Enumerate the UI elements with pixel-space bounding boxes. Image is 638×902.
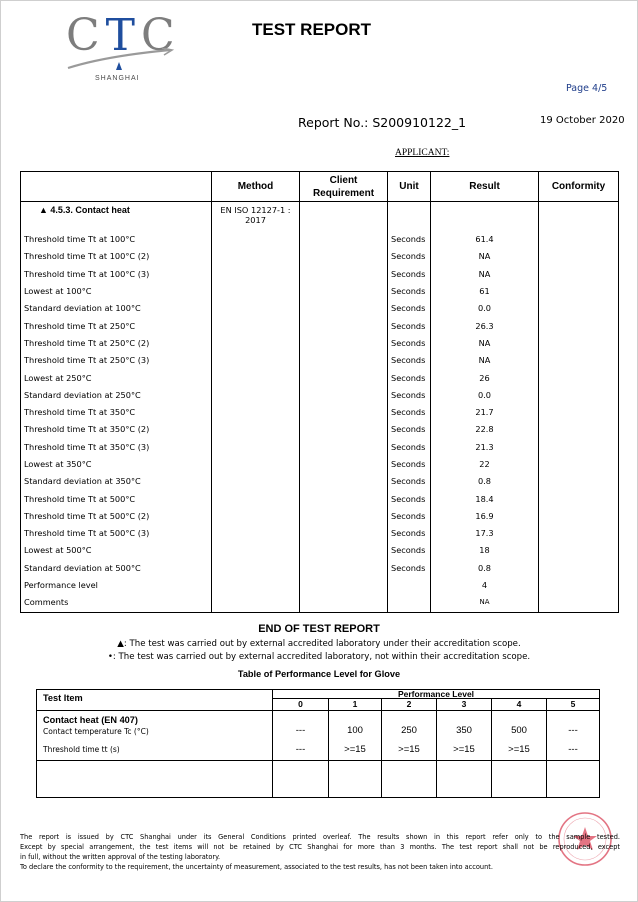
row-conformity — [539, 473, 619, 490]
section-row — [21, 202, 619, 232]
row-client-requirement — [300, 248, 388, 265]
result-row — [21, 577, 619, 594]
non-accredited-note: •: The test was carried out by external accredited laboratory, not within their accreditation scope. — [107, 652, 531, 662]
col-header-unit: Unit — [388, 172, 431, 202]
report-title: TEST REPORT — [252, 20, 372, 39]
footer-line-3: in full, without the written approval of the testing laboratory. — [20, 853, 221, 861]
row-client-requirement — [300, 266, 388, 283]
empty-cell — [37, 761, 273, 798]
row-client-requirement — [300, 439, 388, 456]
row-unit — [388, 577, 431, 594]
empty-cell — [273, 761, 329, 798]
row-item: Threshold time Tt at 250°C — [21, 317, 212, 334]
row-client-requirement — [300, 473, 388, 490]
row-result: 61.4 — [431, 231, 539, 248]
row-item: Standard deviation at 100°C — [21, 300, 212, 317]
report-footer — [20, 832, 620, 872]
level-5-temp: --- — [568, 724, 578, 736]
result-row — [21, 421, 619, 438]
row-conformity — [539, 266, 619, 283]
level-1-temp: 100 — [347, 724, 363, 736]
row-client-requirement — [300, 387, 388, 404]
row-result: NA — [431, 266, 539, 283]
row-client-requirement — [300, 490, 388, 507]
row-client-requirement — [300, 283, 388, 300]
level-2-header: 2 — [382, 699, 437, 711]
row-method — [212, 560, 300, 577]
row-result: 17.3 — [431, 525, 539, 542]
level-1-values — [329, 711, 382, 761]
row-conformity — [539, 317, 619, 334]
row-client-requirement — [300, 300, 388, 317]
end-of-report-title: END OF TEST REPORT — [258, 623, 380, 635]
row-item: Threshold time Tt at 500°C — [21, 490, 212, 507]
row-item: Threshold time Tt at 350°C (3) — [21, 439, 212, 456]
row-method — [212, 525, 300, 542]
row-result: 26.3 — [431, 317, 539, 334]
row-item: Threshold time Tt at 250°C (3) — [21, 352, 212, 369]
level-0-temp: --- — [295, 724, 306, 736]
row-result: NA — [431, 248, 539, 265]
threshold-time-label: Threshold time tt (s) — [43, 745, 120, 754]
level-0-header: 0 — [273, 699, 329, 711]
row-conformity — [539, 231, 619, 248]
result-row — [21, 594, 619, 612]
level-0-time: --- — [295, 743, 306, 755]
row-item: Performance level — [21, 577, 212, 594]
row-item: Threshold time Tt at 100°C (2) — [21, 248, 212, 265]
level-3-time: >=15 — [453, 743, 475, 755]
row-result: 16.9 — [431, 508, 539, 525]
row-method — [212, 421, 300, 438]
row-conformity — [539, 525, 619, 542]
level-2-values — [382, 711, 437, 761]
applicant-label: APPLICANT: — [395, 148, 450, 158]
row-client-requirement — [300, 508, 388, 525]
row-method — [212, 369, 300, 386]
row-item: Threshold time Tt at 250°C (2) — [21, 335, 212, 352]
level-5-time: --- — [568, 743, 578, 755]
empty-cell — [382, 761, 437, 798]
performance-table — [36, 689, 600, 798]
row-method — [212, 577, 300, 594]
empty-cell — [329, 761, 382, 798]
row-result: 21.7 — [431, 404, 539, 421]
accredited-note: ▲: The test was carried out by external accredited laboratory under their accreditation scope. — [117, 639, 521, 649]
row-client-requirement — [300, 456, 388, 473]
row-item: Threshold time Tt at 500°C (3) — [21, 525, 212, 542]
row-conformity — [539, 248, 619, 265]
logo-swoosh-icon — [66, 48, 176, 74]
level-4-header: 4 — [492, 699, 547, 711]
result-row — [21, 490, 619, 507]
row-conformity — [539, 542, 619, 559]
result-row — [21, 248, 619, 265]
result-row — [21, 266, 619, 283]
row-client-requirement — [300, 577, 388, 594]
row-conformity — [539, 456, 619, 473]
row-client-requirement — [300, 231, 388, 248]
row-conformity — [539, 369, 619, 386]
contact-heat-title: Contact heat (EN 407) — [43, 715, 138, 725]
row-result: NA — [431, 594, 539, 612]
empty-row — [37, 761, 600, 798]
results-table — [20, 171, 619, 613]
result-row — [21, 300, 619, 317]
row-client-requirement — [300, 594, 388, 612]
row-unit: Seconds — [388, 421, 431, 438]
row-item: Threshold time Tt at 350°C — [21, 404, 212, 421]
level-2-time: >=15 — [398, 743, 420, 755]
row-result: 22 — [431, 456, 539, 473]
result-row — [21, 560, 619, 577]
logo-subtitle: SHANGHAI — [95, 75, 140, 82]
row-client-requirement — [300, 421, 388, 438]
row-unit: Seconds — [388, 335, 431, 352]
row-method — [212, 542, 300, 559]
row-method — [212, 594, 300, 612]
logo-letter-t: T — [105, 10, 142, 61]
row-client-requirement — [300, 335, 388, 352]
level-5-header: 5 — [547, 699, 600, 711]
row-result: 22.8 — [431, 421, 539, 438]
row-result: 21.3 — [431, 439, 539, 456]
row-unit: Seconds — [388, 404, 431, 421]
report-number: Report No.: S200910122_1 — [298, 115, 467, 130]
empty-cell — [437, 761, 492, 798]
row-method — [212, 231, 300, 248]
result-row — [21, 283, 619, 300]
row-unit: Seconds — [388, 439, 431, 456]
row-result: NA — [431, 335, 539, 352]
row-conformity — [539, 404, 619, 421]
row-unit — [388, 594, 431, 612]
row-conformity — [539, 387, 619, 404]
row-method — [212, 283, 300, 300]
row-item: Lowest at 500°C — [21, 542, 212, 559]
result-row — [21, 525, 619, 542]
footer-line-2: Except by special arrangement, the test items will not be retained by CTC Shanghai for more than 3 months. The test report shall not be reproduced, except — [20, 843, 620, 851]
result-row — [21, 387, 619, 404]
contact-heat-item — [37, 711, 273, 761]
row-client-requirement — [300, 317, 388, 334]
row-method — [212, 335, 300, 352]
footer-line-4: To declare the conformity to the requirement, the uncertainty of measurement, associated to the test results, has not been taken into account. — [20, 863, 493, 871]
row-item: Lowest at 350°C — [21, 456, 212, 473]
row-unit: Seconds — [388, 508, 431, 525]
row-method — [212, 352, 300, 369]
row-client-requirement — [300, 542, 388, 559]
row-unit: Seconds — [388, 283, 431, 300]
row-client-requirement — [300, 404, 388, 421]
row-result: 26 — [431, 369, 539, 386]
row-result: 0.0 — [431, 300, 539, 317]
result-row — [21, 404, 619, 421]
row-unit: Seconds — [388, 352, 431, 369]
row-result: NA — [431, 352, 539, 369]
row-method — [212, 508, 300, 525]
contact-heat-row — [37, 711, 600, 761]
level-0-values — [273, 711, 329, 761]
col-header-client-requirement: Client Requirement — [300, 172, 388, 202]
row-client-requirement — [300, 525, 388, 542]
row-item: Threshold time Tt at 350°C (2) — [21, 421, 212, 438]
empty-cell — [388, 202, 431, 232]
level-3-header: 3 — [437, 699, 492, 711]
level-1-header: 1 — [329, 699, 382, 711]
logo-letter-c1: C — [66, 10, 106, 61]
row-method — [212, 266, 300, 283]
contact-temperature-label: Contact temperature Tc (°C) — [43, 727, 149, 736]
row-method — [212, 300, 300, 317]
row-unit: Seconds — [388, 456, 431, 473]
row-item: Standard deviation at 350°C — [21, 473, 212, 490]
row-item: Comments — [21, 594, 212, 612]
row-conformity — [539, 283, 619, 300]
row-unit: Seconds — [388, 300, 431, 317]
row-unit: Seconds — [388, 542, 431, 559]
row-result: 18.4 — [431, 490, 539, 507]
row-conformity — [539, 508, 619, 525]
row-item: Threshold time Tt at 500°C (2) — [21, 508, 212, 525]
section-method: EN ISO 12127-1 : 2017 — [212, 202, 300, 232]
row-item: Threshold time Tt at 100°C (3) — [21, 266, 212, 283]
page-number: Page 4/5 — [566, 83, 608, 94]
row-unit: Seconds — [388, 266, 431, 283]
report-date: 19 October 2020 — [540, 115, 625, 126]
row-conformity — [539, 421, 619, 438]
footer-line-1: The report is issued by CTC Shanghai under its General Conditions printed overleaf. The results shown in this report refer only to the sample tested. — [20, 833, 620, 841]
row-item: Lowest at 250°C — [21, 369, 212, 386]
row-unit: Seconds — [388, 317, 431, 334]
row-method — [212, 439, 300, 456]
performance-table-title: Table of Performance Level for Glove — [237, 669, 401, 679]
result-row — [21, 439, 619, 456]
row-conformity — [539, 594, 619, 612]
col-header-result: Result — [431, 172, 539, 202]
row-result: 18 — [431, 542, 539, 559]
level-4-values — [492, 711, 547, 761]
row-conformity — [539, 439, 619, 456]
row-item: Standard deviation at 250°C — [21, 387, 212, 404]
test-item-header: Test Item — [37, 690, 273, 711]
row-conformity — [539, 335, 619, 352]
level-3-temp: 350 — [456, 724, 472, 736]
row-result: 4 — [431, 577, 539, 594]
row-item: Standard deviation at 500°C — [21, 560, 212, 577]
result-row — [21, 508, 619, 525]
col-header-method: Method — [212, 172, 300, 202]
level-1-time: >=15 — [344, 743, 366, 755]
row-method — [212, 404, 300, 421]
result-row — [21, 352, 619, 369]
row-unit: Seconds — [388, 525, 431, 542]
row-unit: Seconds — [388, 369, 431, 386]
empty-cell — [539, 202, 619, 232]
row-result: 0.8 — [431, 473, 539, 490]
row-conformity — [539, 560, 619, 577]
result-row — [21, 473, 619, 490]
logo-letter-c2: C — [141, 10, 181, 61]
row-client-requirement — [300, 560, 388, 577]
row-unit: Seconds — [388, 248, 431, 265]
row-conformity — [539, 490, 619, 507]
level-4-temp: 500 — [511, 724, 527, 736]
level-5-values — [547, 711, 600, 761]
col-header-item — [21, 172, 212, 202]
empty-cell — [547, 761, 600, 798]
performance-level-header: Performance Level — [273, 690, 600, 699]
result-row — [21, 317, 619, 334]
col-header-conformity: Conformity — [539, 172, 619, 202]
result-row — [21, 369, 619, 386]
section-label: ▲ 4.5.3. Contact heat — [21, 202, 212, 232]
row-result: 61 — [431, 283, 539, 300]
empty-cell — [492, 761, 547, 798]
row-method — [212, 473, 300, 490]
row-unit: Seconds — [388, 231, 431, 248]
level-3-values — [437, 711, 492, 761]
row-method — [212, 387, 300, 404]
row-unit: Seconds — [388, 560, 431, 577]
row-result: 0.0 — [431, 387, 539, 404]
row-conformity — [539, 352, 619, 369]
row-item: Threshold time Tt at 100°C — [21, 231, 212, 248]
row-client-requirement — [300, 369, 388, 386]
row-method — [212, 490, 300, 507]
empty-cell — [431, 202, 539, 232]
results-header-row — [21, 172, 619, 202]
row-unit: Seconds — [388, 473, 431, 490]
row-unit: Seconds — [388, 387, 431, 404]
level-4-time: >=15 — [508, 743, 530, 755]
result-row — [21, 231, 619, 248]
level-2-temp: 250 — [401, 724, 417, 736]
row-item: Lowest at 100°C — [21, 283, 212, 300]
row-conformity — [539, 577, 619, 594]
row-method — [212, 248, 300, 265]
result-row — [21, 542, 619, 559]
empty-cell — [300, 202, 388, 232]
row-method — [212, 317, 300, 334]
row-method — [212, 456, 300, 473]
result-row — [21, 456, 619, 473]
row-client-requirement — [300, 352, 388, 369]
row-unit: Seconds — [388, 490, 431, 507]
row-conformity — [539, 300, 619, 317]
result-row — [21, 335, 619, 352]
row-result: 0.8 — [431, 560, 539, 577]
